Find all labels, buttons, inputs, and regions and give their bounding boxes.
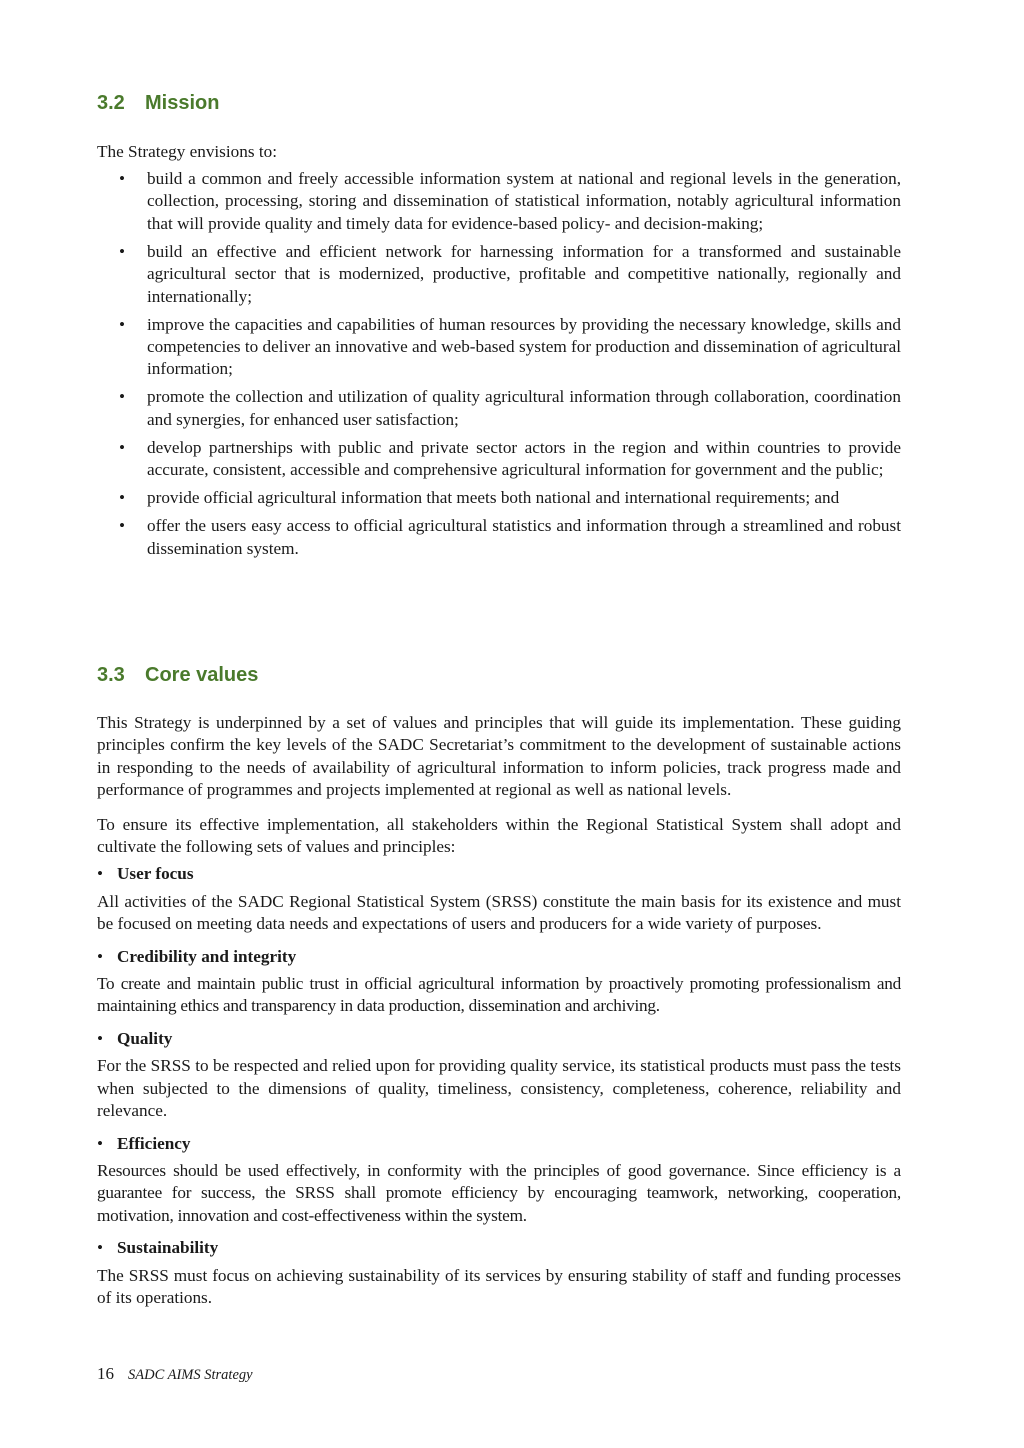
bullet-icon: • [97,1133,104,1153]
list-item [97,386,901,431]
bullet-icon: • [97,1028,104,1048]
value-description: To create and maintain public trust in official agricultural information by proactively promoting professionalism and maintaining ethics and transparency in data production, dissemination and archiving. [97,974,901,1016]
mission-heading-title: Mission [145,92,220,114]
bullet-icon: • [119,314,126,334]
bullet-icon: • [119,437,126,457]
value-description: For the SRSS to be respected and relied upon for providing quality service, its statistical products must pass the tests when subjected to the dimensions of quality, timeliness, consistency, completeness, coherence, reliability and relevance. [97,1056,901,1121]
mission-bullet-list [97,168,901,566]
core-values-heading-number: 3.3 [97,664,125,686]
core-values-heading [97,664,258,687]
mission-intro: The Strategy envisions to: [97,142,277,161]
mission-heading [97,92,219,115]
value-description: The SRSS must focus on achieving sustainability of its services by ensuring stability of staff and funding processes of its operations. [97,1265,901,1307]
bullet-icon: • [97,1238,104,1258]
value-item-sustainability [97,1237,901,1309]
value-item-efficiency [97,1133,901,1228]
value-item-user-focus [97,863,901,935]
core-values-body [97,712,901,1309]
list-item-text: build a common and freely accessible information system at national and regional levels in the generation, collection, processing, storing and dissemination of statistical information, notably agricultural information that will provide quality and timely data for evidence-based policy- and decision-making; [147,169,901,233]
page-footer [97,1364,253,1384]
list-item-text: provide official agricultural information that meets both national and international requirements; and [147,488,840,508]
value-title-text: Efficiency [117,1133,191,1153]
value-title [97,1028,901,1050]
list-item-text: improve the capacities and capabilities of human resources by providing the necessary knowledge, skills and competencies to deliver an innovative and web-based system for production and dissemination of agricultural information; [147,314,901,379]
core-values-heading-title: Core values [145,664,259,686]
value-item-credibility [97,946,901,1018]
list-item [97,437,901,482]
value-description: All activities of the SADC Regional Statistical System (SRSS) constitute the main basis for its existence and must be focused on meeting data needs and expectations of users and producers for a wide variety of purposes. [97,891,901,934]
document-title: SADC AIMS Strategy [128,1367,253,1383]
bullet-icon: • [97,946,104,966]
list-item-text: develop partnerships with public and private sector actors in the region and within countries to provide accurate, consistent, accessible and comprehensive agricultural information for government and the public; [147,437,901,480]
bullet-icon: • [119,387,126,407]
core-values-paragraph-2: To ensure its effective implementation, all stakeholders within the Regional Statistical System shall adopt and cultivate the following sets of values and principles: [97,814,901,857]
value-title [97,1133,901,1155]
value-title-text: User focus [117,864,194,884]
list-item-text: build an effective and efficient network for harnessing information for a transformed and sustainable agricultural sector that is modernized, productive, profitable and competitive nationally, regionally and internationally; [147,241,901,306]
page-number: 16 [97,1364,114,1383]
mission-heading-number: 3.2 [97,92,125,114]
list-item [97,168,901,235]
bullet-icon: • [119,488,126,508]
list-item-text: promote the collection and utilization of quality agricultural information through collaboration, coordination and synergies, for enhanced user satisfaction; [147,387,901,429]
value-title-text: Quality [117,1028,173,1048]
value-title [97,1237,901,1259]
value-title-text: Credibility and integrity [117,946,297,966]
list-item [97,314,901,381]
value-item-quality [97,1028,901,1123]
list-item [97,241,901,308]
list-item [97,487,901,509]
bullet-icon: • [119,241,126,261]
bullet-icon: • [119,169,126,188]
list-item-text: offer the users easy access to official agricultural statistics and information through a streamlined and robust dissemination system. [147,516,901,558]
value-description: Resources should be used effectively, in conformity with the principles of good governance. Since efficiency is a guarantee for success, the SRSS shall promote efficiency by encouraging teamwork, networking, cooperation, motivation, innovation and cost-effectiveness within the system. [97,1160,901,1225]
value-title-text: Sustainability [117,1238,219,1258]
list-item [97,515,901,560]
value-title [97,863,901,885]
bullet-icon: • [97,864,104,884]
value-title [97,946,901,968]
bullet-icon: • [119,516,126,536]
core-values-paragraph-1: This Strategy is underpinned by a set of values and principles that will guide its implementation. These guiding principles confirm the key levels of the SADC Secretariat’s commitment to the development of sustainable actions in responding to the needs of availability of agricultural information to inform policies, track progress made and performance of programmes and projects implemented at regional as well as national levels. [97,713,901,800]
